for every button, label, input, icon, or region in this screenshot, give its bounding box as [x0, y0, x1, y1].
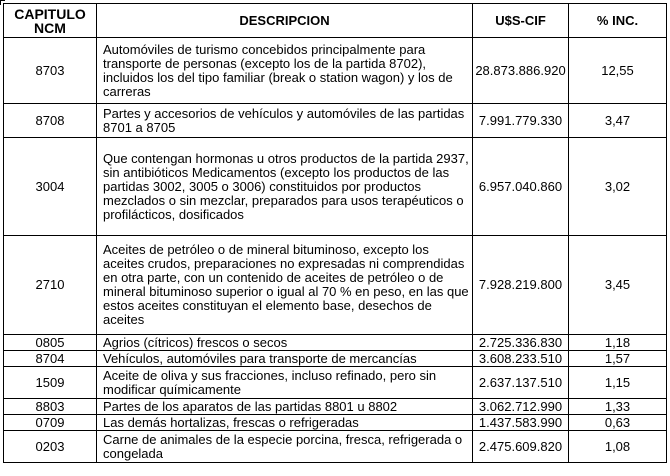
cell-cif: 2.725.336.830 — [473, 335, 569, 351]
cell-code: 2710 — [4, 236, 97, 335]
cell-cif: 7.928.219.800 — [473, 236, 569, 335]
header-inc: % INC. — [569, 4, 667, 38]
cell-code: 0805 — [4, 335, 97, 351]
cell-inc: 1,57 — [569, 351, 667, 367]
cell-description: Que contengan hormonas u otros productos de la partida 2937, sin antibióticos Medicamentos (excepto los productos de las partidas 3002, 3005 o 3006) constituidos por productos mezclados o sin mezclar, preparados para usos terapéuticos o profilácticos, dosificados — [97, 138, 473, 236]
cell-cif: 6.957.040.860 — [473, 138, 569, 236]
header-row — [4, 4, 667, 38]
cell-cif: 3.608.233.510 — [473, 351, 569, 367]
cell-code: 8704 — [4, 351, 97, 367]
table-row — [4, 367, 667, 399]
cell-code: 0709 — [4, 415, 97, 431]
cell-code: 3004 — [4, 138, 97, 236]
cell-code: 8803 — [4, 399, 97, 415]
cell-code: 8708 — [4, 104, 97, 138]
table-row — [4, 236, 667, 335]
table-row — [4, 38, 667, 104]
cell-code: 1509 — [4, 367, 97, 399]
cell-inc: 1,33 — [569, 399, 667, 415]
cell-code: 8703 — [4, 38, 97, 104]
table-row — [4, 335, 667, 351]
imports-table — [3, 3, 667, 463]
cell-cif: 2.637.137.510 — [473, 367, 569, 399]
table-row — [4, 138, 667, 236]
table-row — [4, 104, 667, 138]
cell-description: Aceites de petróleo o de mineral bituminoso, excepto los aceites crudos, preparaciones no expresadas ni comprendidas en otra parte, con un contenido de aceites de petróleo o de mineral bituminoso superior o igual al 70 % en peso, en las que estos aceites constituyan el elemento base, desechos de aceites — [97, 236, 473, 335]
cell-inc: 1,18 — [569, 335, 667, 351]
cell-description: Las demás hortalizas, frescas o refrigeradas — [97, 415, 473, 431]
cell-description: Vehículos, automóviles para transporte de mercancías — [97, 351, 473, 367]
cell-description: Partes y accesorios de vehículos y automóviles de las partidas 8701 a 8705 — [97, 104, 473, 138]
cell-cif: 2.475.609.820 — [473, 431, 569, 463]
header-descripcion: DESCRIPCION — [97, 4, 473, 38]
cell-description: Partes de los aparatos de las partidas 8801 u 8802 — [97, 399, 473, 415]
table-row — [4, 431, 667, 463]
cell-inc: 3,47 — [569, 104, 667, 138]
cell-inc: 12,55 — [569, 38, 667, 104]
cell-inc: 3,02 — [569, 138, 667, 236]
cell-inc: 0,63 — [569, 415, 667, 431]
cell-cif: 1.437.583.990 — [473, 415, 569, 431]
header-capitulo — [4, 4, 97, 38]
table-row — [4, 399, 667, 415]
cell-code: 0203 — [4, 431, 97, 463]
cell-cif: 3.062.712.990 — [473, 399, 569, 415]
cell-cif: 28.873.886.920 — [473, 38, 569, 104]
table-row — [4, 415, 667, 431]
cell-description: Agrios (cítricos) frescos o secos — [97, 335, 473, 351]
table-row — [4, 351, 667, 367]
cell-inc: 3,45 — [569, 236, 667, 335]
header-capitulo-line1: CAPITULO — [14, 5, 86, 22]
cell-description: Aceite de oliva y sus fracciones, incluso refinado, pero sin modificar químicamente — [97, 367, 473, 399]
cell-description: Automóviles de turismo concebidos principalmente para transporte de personas (excepto los de la partida 8702), incluidos los del tipo familiar (break o station wagon) y los de carreras — [97, 38, 473, 104]
cell-inc: 1,08 — [569, 431, 667, 463]
header-capitulo-line2: NCM — [34, 19, 66, 36]
cell-cif: 7.991.779.330 — [473, 104, 569, 138]
header-cif: U$S-CIF — [473, 4, 569, 38]
cell-inc: 1,15 — [569, 367, 667, 399]
cell-description: Carne de animales de la especie porcina, fresca, refrigerada o congelada — [97, 431, 473, 463]
